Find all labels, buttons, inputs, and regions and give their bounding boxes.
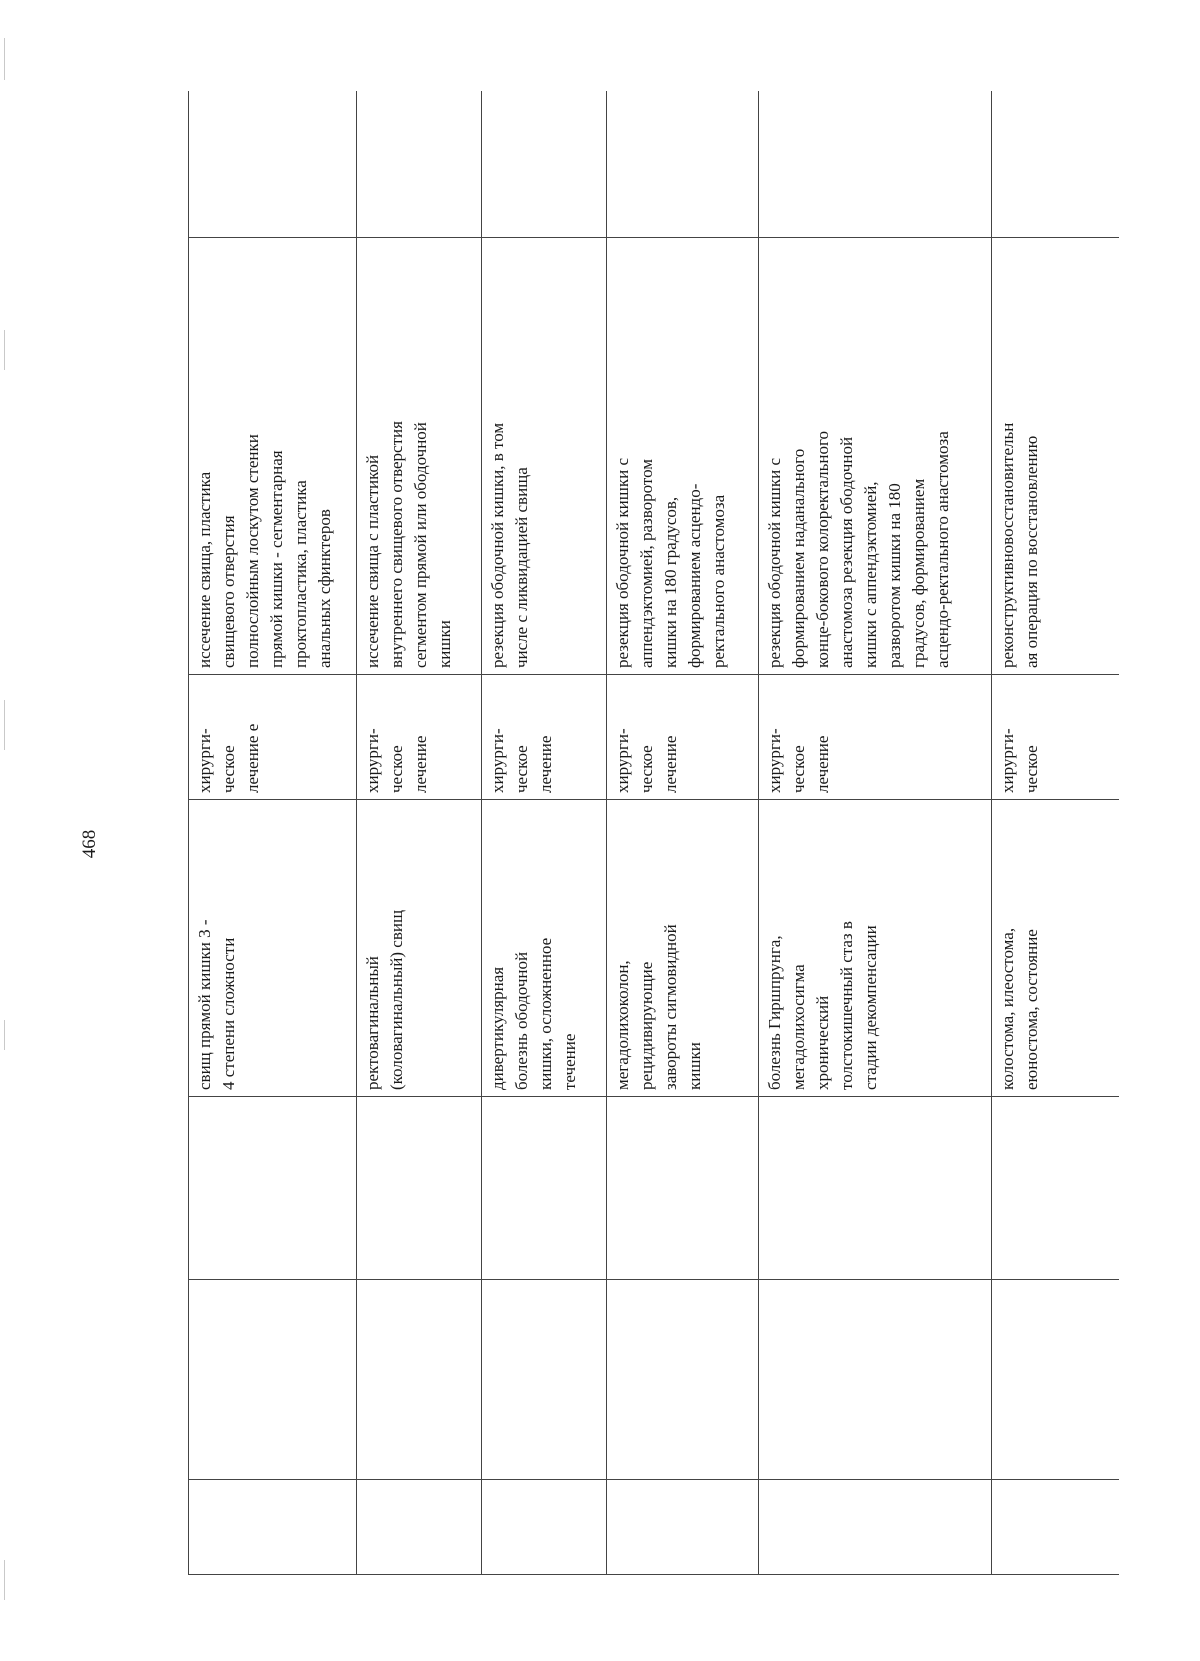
diagnosis-cell — [992, 800, 1120, 1097]
empty-cell — [189, 1280, 357, 1480]
page-number: 468 — [79, 829, 100, 859]
treatment-type-text: хирурги- ческое лечение — [363, 728, 430, 793]
treatment-type-cell — [189, 675, 357, 800]
empty-cell — [189, 1097, 357, 1280]
scan-edge-mark — [4, 330, 5, 370]
table-row — [482, 91, 607, 1575]
treatment-type-cell — [357, 675, 482, 800]
method-cell — [992, 238, 1120, 675]
diagnosis-text: мегадолихоколон, рецидивирующие завороты сигмовидной кишки — [613, 924, 704, 1090]
method-text: реконструктивновосстановительн ая операция по восстановлению — [998, 422, 1041, 668]
treatment-type-text: хирурги- ческое лечение — [765, 728, 832, 793]
method-text: резекция ободочной кишки, в том числе с ликвидацией свища — [488, 422, 531, 668]
table-row — [357, 91, 482, 1575]
empty-cell — [607, 1280, 759, 1480]
scan-edge-mark — [4, 700, 5, 750]
diagnosis-cell — [607, 800, 759, 1097]
empty-cell — [759, 1480, 992, 1575]
empty-cell — [607, 1097, 759, 1280]
method-cell — [357, 238, 482, 675]
empty-cell — [607, 91, 759, 238]
table-row — [607, 91, 759, 1575]
diagnosis-text: дивертикулярная болезнь ободочной кишки, осложненное течение — [488, 937, 579, 1090]
diagnosis-text: болезнь Гиршпрунга, мегадолихосигма хронический толстокишечный стаз в стадии декомпенсации — [765, 921, 880, 1090]
empty-cell — [759, 1097, 992, 1280]
empty-cell — [992, 1280, 1120, 1480]
empty-cell — [357, 91, 482, 238]
empty-cell — [482, 1280, 607, 1480]
diagnosis-cell — [482, 800, 607, 1097]
method-cell — [759, 238, 992, 675]
method-cell — [189, 238, 357, 675]
method-text: резекция ободочной кишки с аппендэктомией, разворотом кишки на 180 градусов, формированием асцендо- ректального анастомоза — [613, 457, 728, 668]
empty-cell — [607, 1480, 759, 1575]
empty-cell — [357, 1480, 482, 1575]
diagnosis-text: колостома, илеостома, еюностома, состояние — [998, 927, 1041, 1090]
treatment-type-cell — [607, 675, 759, 800]
diagnosis-cell — [189, 800, 357, 1097]
rotated-table-container — [188, 91, 1119, 1575]
scan-edge-mark — [4, 1560, 5, 1600]
treatment-type-cell — [992, 675, 1120, 800]
diagnosis-text: ректовагинальный (коловагинальный) свищ — [363, 909, 406, 1090]
table-row — [759, 91, 992, 1575]
treatment-type-cell — [482, 675, 607, 800]
table-row — [189, 91, 357, 1575]
treatment-type-text: хирурги- ческое лечение е — [195, 723, 262, 793]
empty-cell — [482, 1097, 607, 1280]
empty-cell — [357, 1280, 482, 1480]
scan-edge-mark — [4, 1020, 5, 1050]
treatment-table-frame — [188, 91, 1119, 1575]
method-cell — [482, 238, 607, 675]
treatment-type-text: хирурги- ческое лечение — [613, 728, 680, 793]
method-text: иссечение свища, пластика свищевого отверстия полнослойным лоскутом стенки прямой кишки - сегментарная проктопластика, пластика анальных сфинктеров — [195, 434, 334, 668]
empty-cell — [992, 1097, 1120, 1280]
diagnosis-cell — [357, 800, 482, 1097]
empty-cell — [992, 1480, 1120, 1575]
empty-cell — [759, 1280, 992, 1480]
empty-cell — [759, 91, 992, 238]
treatment-type-text: хирурги- ческое лечение — [488, 728, 555, 793]
diagnosis-cell — [759, 800, 992, 1097]
diagnosis-text: свищ прямой кишки 3 - 4 степени сложности — [195, 919, 238, 1090]
empty-cell — [189, 1480, 357, 1575]
treatment-table — [188, 91, 1119, 1575]
method-text: иссечение свища с пластикой внутреннего свищевого отверстия сегментом прямой или ободочной кишки — [363, 421, 454, 668]
empty-cell — [482, 91, 607, 238]
treatment-type-cell — [759, 675, 992, 800]
empty-cell — [482, 1480, 607, 1575]
empty-cell — [992, 91, 1120, 238]
empty-cell — [189, 91, 357, 238]
method-cell — [607, 238, 759, 675]
method-text: резекция ободочной кишки с формированием наданального конце-бокового колоректального анастомоза резекция ободочной кишки с аппендэктомией, разворотом кишки на 180 градусов, формированием асцендо-ректального анастомоза — [765, 430, 952, 668]
scan-edge-mark — [4, 38, 5, 80]
treatment-type-text: хирурги- ческое — [998, 728, 1041, 793]
table-row — [992, 91, 1120, 1575]
empty-cell — [357, 1097, 482, 1280]
